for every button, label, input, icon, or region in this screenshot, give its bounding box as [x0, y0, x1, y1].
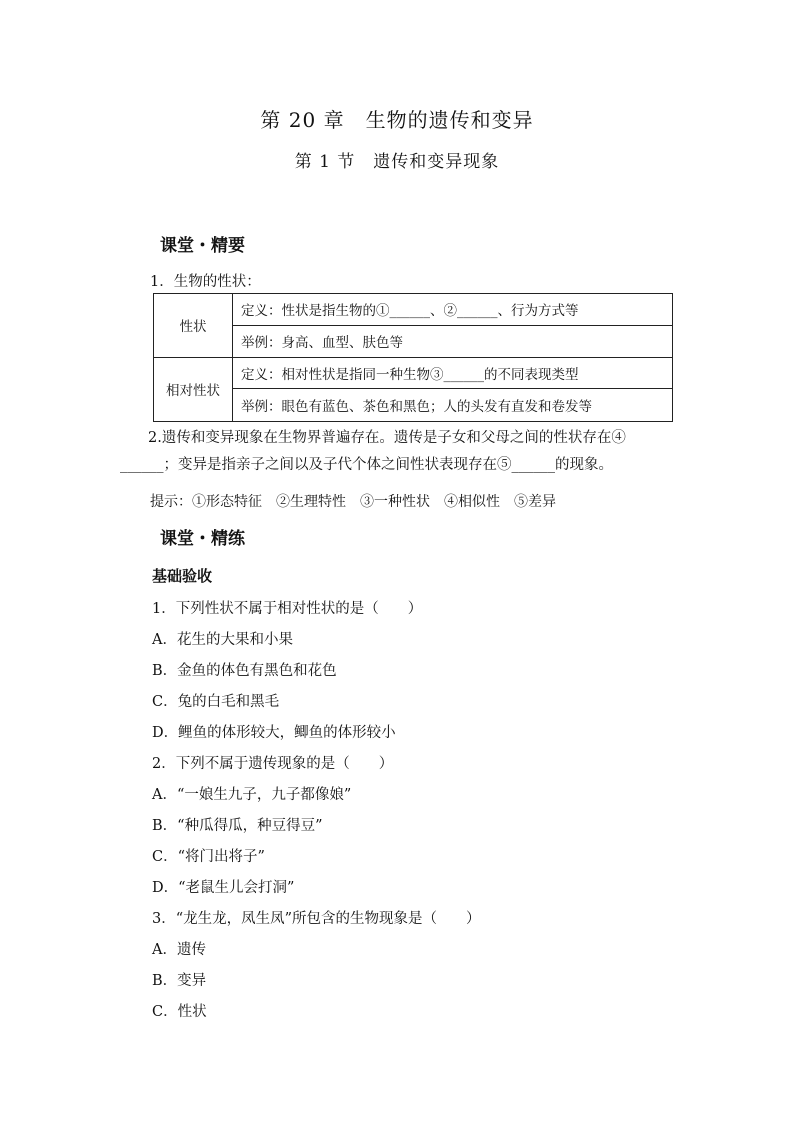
class-essentials-heading: 课堂・精要	[160, 236, 245, 256]
relative-example-cell: 举例：眼色有蓝色、茶色和黑色；人的头发有直发和卷发等	[241, 399, 592, 416]
item2-line2: ______；变异是指亲子之间以及子代个体之间性状表现存在⑤______的现象。	[120, 457, 613, 473]
item2-paragraph	[120, 425, 680, 479]
option-c: C．性状	[152, 1004, 207, 1020]
option-b: B．“种瓜得瓜，种豆得豆”	[152, 818, 323, 834]
item2-line1: 2.遗传和变异现象在生物界普遍存在。遗传是子女和父母之间的性状存在④	[148, 430, 626, 446]
option-d: D．“老鼠生儿会打洞”	[152, 880, 295, 896]
basic-check-subheading: 基础验收	[152, 567, 213, 585]
option-a: A．花生的大果和小果	[152, 632, 293, 648]
option-b: B．变异	[152, 973, 207, 989]
trait-definition-cell: 定义：性状是指生物的①______、②______、行为方式等	[233, 294, 672, 326]
question-stem: 1．下列性状不属于相对性状的是（ ）	[152, 601, 423, 617]
chapter-title: 第 20 章 生物的遗传和变异	[260, 108, 534, 132]
item1-text: 1．生物的性状：	[150, 274, 261, 290]
section-title: 第 1 节 遗传和变异现象	[294, 152, 500, 172]
traits-table	[153, 293, 673, 422]
option-c: C．“将门出将子”	[152, 849, 265, 865]
relative-trait-label-cell: 相对性状	[154, 358, 233, 422]
option-b: B．金鱼的体色有黑色和花色	[152, 663, 337, 679]
question-stem: 3．“龙生龙，凤生凤”所包含的生物现象是（ ）	[152, 911, 481, 927]
trait-example-cell: 举例：身高、血型、肤色等	[233, 326, 672, 358]
option-c: C．兔的白毛和黑毛	[152, 694, 280, 710]
option-a: A．遗传	[152, 942, 206, 958]
class-practice-heading: 课堂・精练	[160, 529, 245, 549]
option-d: D．鲤鱼的体形较大，鲫鱼的体形较小	[152, 725, 396, 741]
relative-definition-cell: 定义：相对性状是指同一种生物③______的不同表现类型	[233, 358, 672, 390]
hint-text: 提示：①形态特征 ②生理特性 ③一种性状 ④相似性 ⑤差异	[150, 494, 556, 510]
trait-label-cell: 性状	[154, 294, 233, 358]
option-a: A．“一娘生九子，九子都像娘”	[152, 787, 352, 803]
question-stem: 2．下列不属于遗传现象的是（ ）	[152, 756, 394, 772]
